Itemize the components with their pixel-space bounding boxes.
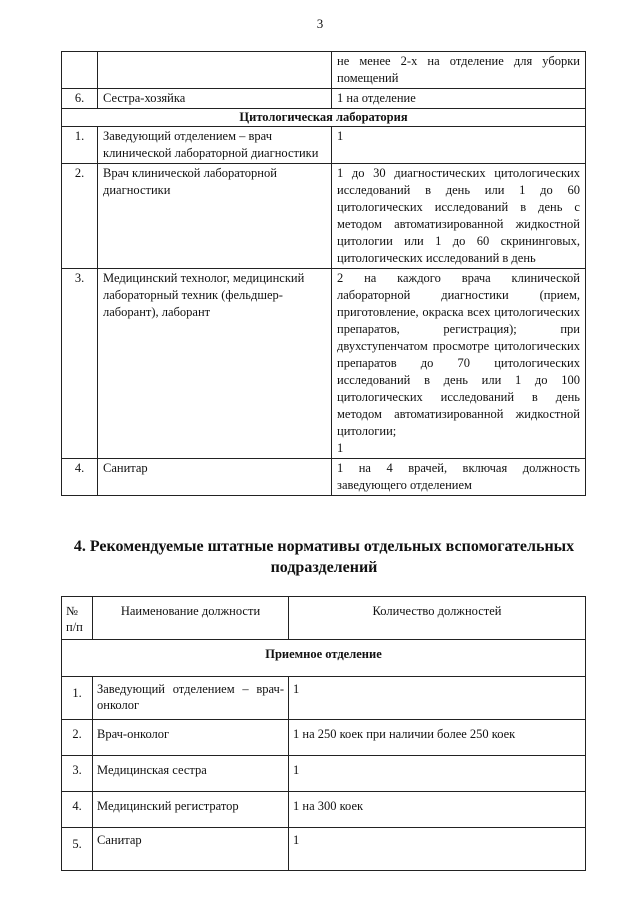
row-number: 3.: [62, 756, 93, 792]
position-count: [332, 269, 586, 459]
row-number: 2.: [62, 164, 98, 269]
position-count: не менее 2-х на отделение для уборки помещений: [332, 52, 586, 89]
table-row: [62, 52, 586, 89]
position-name: Сестра-хозяйка: [98, 89, 332, 109]
table-row: [62, 269, 586, 459]
table-row: [62, 677, 586, 720]
position-name: [98, 52, 332, 89]
position-count: 1: [332, 127, 586, 164]
position-count-extra: 1: [337, 441, 344, 455]
table-header-row: [62, 597, 586, 640]
table-row: [62, 127, 586, 164]
position-count: 1 на 250 коек при наличии более 250 коек: [289, 720, 586, 756]
row-number: 5.: [62, 828, 93, 871]
header-position: Наименование должности: [93, 597, 289, 640]
table-row: [62, 459, 586, 496]
position-count: 1 на отделение: [332, 89, 586, 109]
row-number: 3.: [62, 269, 98, 459]
section-title: Цитологическая лаборатория: [62, 109, 586, 127]
table-row: [62, 756, 586, 792]
table-row: [62, 828, 586, 871]
table-row: [62, 89, 586, 109]
table-row: [62, 720, 586, 756]
position-count-text: 2 на каждого врача клинической лабораторной диагностики (прием, приготовление, окраска всех цитологических препаратов, регистрация); при двухступенчатом просмотре цитологических препаратов до 70 цитологических исследований в день или 1 до 100 цитологических исследований в день методом автоматизированной жидкостной цитологии;: [337, 271, 580, 438]
section-row: [62, 640, 586, 677]
row-number: 4.: [62, 792, 93, 828]
position-name: Медицинский регистратор: [93, 792, 289, 828]
header-count: Количество должностей: [289, 597, 586, 640]
row-number: [62, 52, 98, 89]
table-row: [62, 164, 586, 269]
position-name: Медицинский технолог, медицинский лабораторный техник (фельдшер-лаборант), лаборант: [98, 269, 332, 459]
section-heading: 4. Рекомендуемые штатные нормативы отдельных вспомогательных подразделений: [73, 538, 575, 576]
section-row: [62, 109, 586, 127]
table-row: [62, 792, 586, 828]
position-name: Заведующий отделением – врач клинической лабораторной диагностики: [98, 127, 332, 164]
position-count: 1 на 4 врачей, включая должность заведующего отделением: [332, 459, 586, 496]
row-number: 1.: [62, 677, 93, 720]
position-name: Санитар: [93, 828, 289, 871]
row-number: 2.: [62, 720, 93, 756]
position-count: 1: [289, 756, 586, 792]
position-name: Заведующий отделением – врач-онколог: [93, 677, 289, 720]
row-number: 1.: [62, 127, 98, 164]
position-count: 1 на 300 коек: [289, 792, 586, 828]
page-number: 3: [316, 16, 324, 31]
position-count: 1: [289, 677, 586, 720]
position-count: 1: [289, 828, 586, 871]
section-title: Приемное отделение: [62, 640, 586, 677]
staffing-table-continued: [61, 51, 586, 496]
header-number: № п/п: [62, 597, 93, 640]
position-count: 1 до 30 диагностических цитологических исследований в день или 1 до 60 цитологических исследований в день с методом автоматизированной жидкостной цитологии или 1 до 60 скрининговых, цитологических исследований в день: [332, 164, 586, 269]
position-name: Врач-онколог: [93, 720, 289, 756]
row-number: 6.: [62, 89, 98, 109]
auxiliary-units-table: [61, 596, 586, 871]
position-name: Санитар: [98, 459, 332, 496]
position-name: Медицинская сестра: [93, 756, 289, 792]
row-number: 4.: [62, 459, 98, 496]
position-name: Врач клинической лабораторной диагностики: [98, 164, 332, 269]
